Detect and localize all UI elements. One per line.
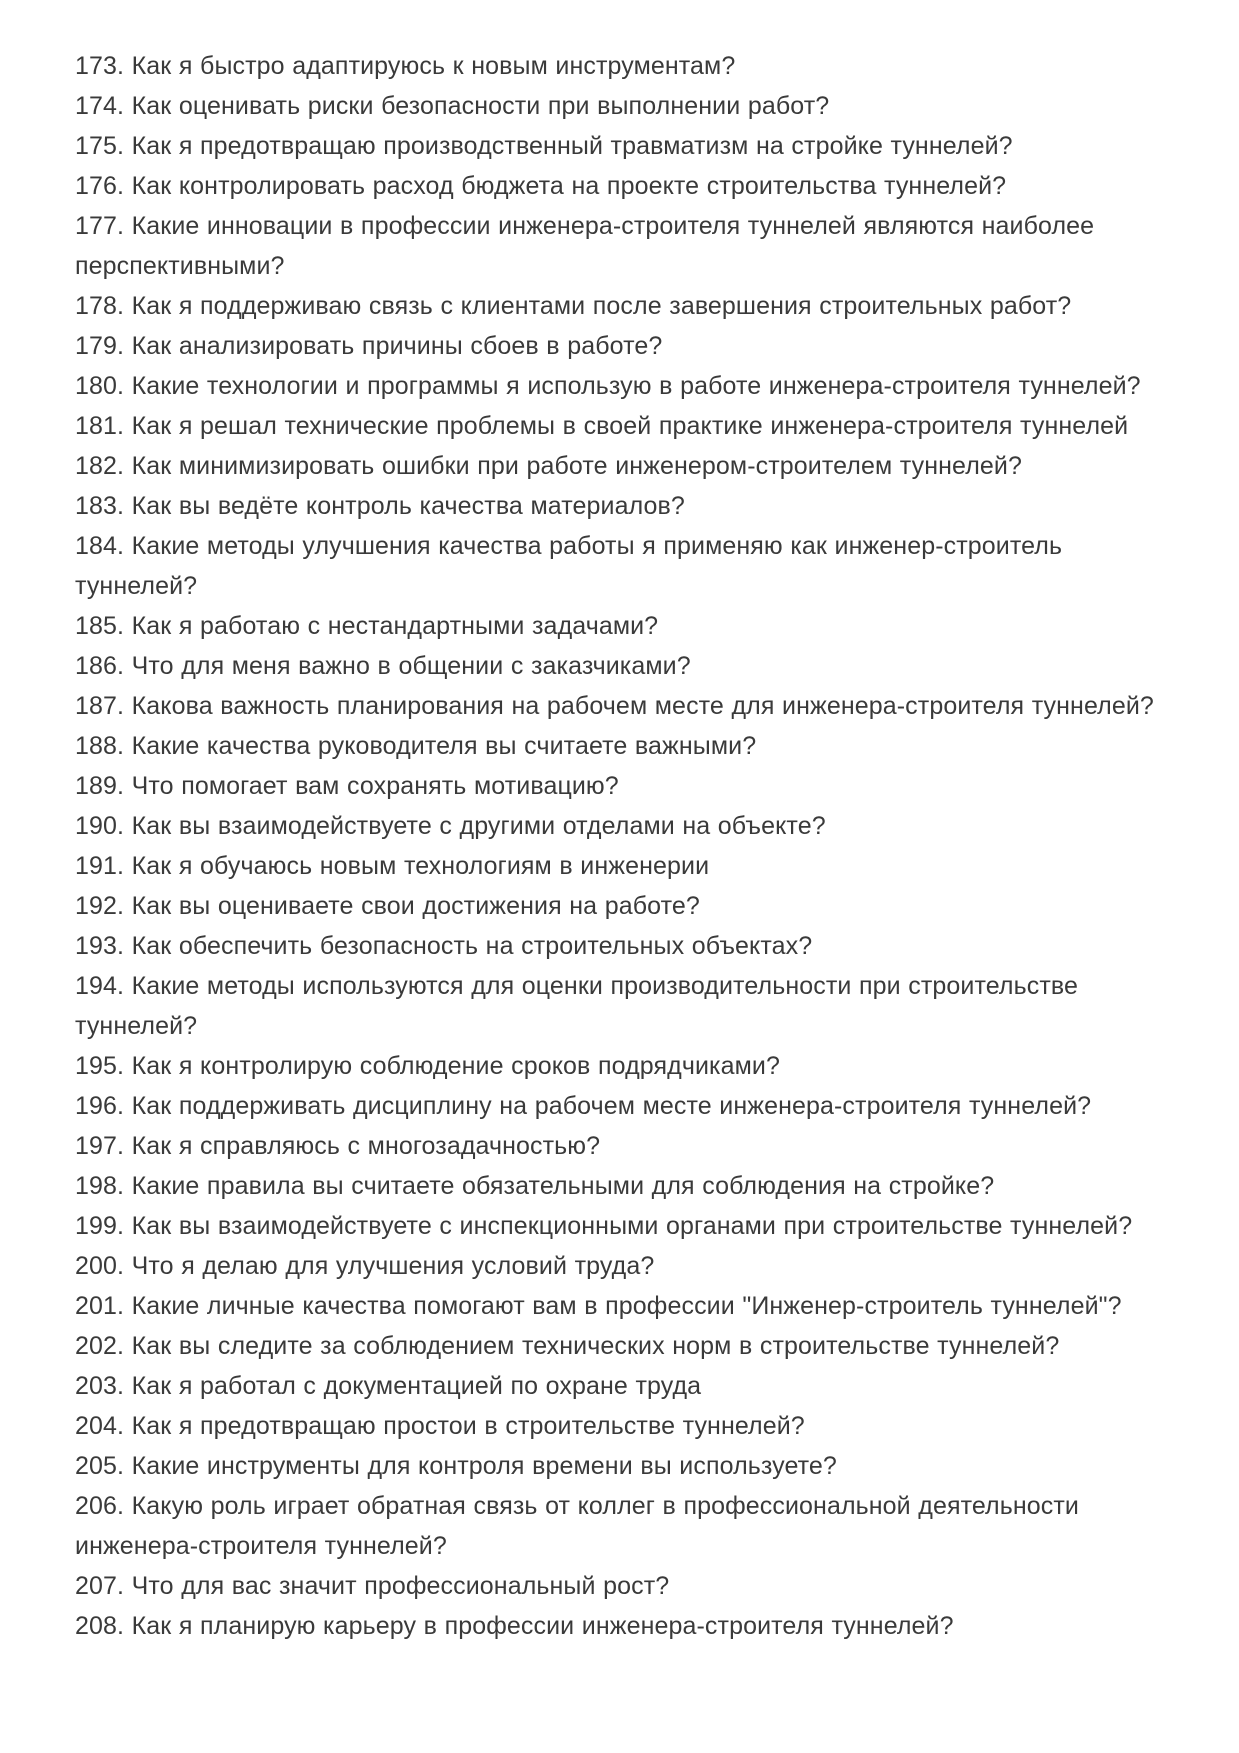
- item-text: Какие инструменты для контроля времени вы используете?: [131, 1452, 837, 1480]
- item-number: 191.: [75, 852, 125, 880]
- list-item: [75, 366, 1171, 406]
- item-text: Какие личные качества помогают вам в профессии "Инженер-строитель туннелей"?: [131, 1292, 1122, 1320]
- list-item: [75, 606, 1171, 646]
- item-text: Какие инновации в профессии инженера-строителя туннелей являются наиболее перспективными?: [75, 212, 1095, 280]
- item-number: 194.: [75, 972, 125, 1000]
- list-item: [75, 1286, 1171, 1326]
- list-item: [75, 526, 1171, 606]
- item-number: 208.: [75, 1612, 125, 1640]
- item-text: Как поддерживать дисциплину на рабочем месте инженера-строителя туннелей?: [131, 1092, 1092, 1120]
- list-item: [75, 926, 1171, 966]
- list-item: [75, 1486, 1171, 1566]
- list-item: [75, 766, 1171, 806]
- item-text: Как анализировать причины сбоев в работе?: [131, 332, 663, 360]
- list-item: [75, 1206, 1171, 1246]
- item-number: 207.: [75, 1572, 125, 1600]
- list-item: [75, 806, 1171, 846]
- item-text: Какие методы используются для оценки производительности при строительстве туннелей?: [75, 972, 1078, 1040]
- item-number: 199.: [75, 1212, 125, 1240]
- item-number: 187.: [75, 692, 125, 720]
- item-text: Как обеспечить безопасность на строительных объектах?: [131, 932, 813, 960]
- item-number: 193.: [75, 932, 125, 960]
- list-item: [75, 966, 1171, 1046]
- list-item: [75, 1606, 1171, 1646]
- item-number: 176.: [75, 172, 125, 200]
- list-item: [75, 646, 1171, 686]
- item-text: Что для вас значит профессиональный рост?: [131, 1572, 670, 1600]
- list-item: [75, 1046, 1171, 1086]
- list-item: [75, 686, 1171, 726]
- list-item: [75, 46, 1171, 86]
- item-text: Как я быстро адаптируюсь к новым инструментам?: [131, 52, 736, 80]
- list-item: [75, 86, 1171, 126]
- list-item: [75, 166, 1171, 206]
- item-number: 190.: [75, 812, 125, 840]
- item-text: Как я предотвращаю производственный травматизм на стройке туннелей?: [131, 132, 1013, 160]
- item-number: 206.: [75, 1492, 125, 1520]
- item-number: 185.: [75, 612, 125, 640]
- item-number: 198.: [75, 1172, 125, 1200]
- question-list: [75, 46, 1171, 1646]
- item-number: 192.: [75, 892, 125, 920]
- list-item: [75, 1566, 1171, 1606]
- item-number: 196.: [75, 1092, 125, 1120]
- list-item: [75, 726, 1171, 766]
- list-item: [75, 406, 1171, 446]
- item-number: 173.: [75, 52, 125, 80]
- item-number: 177.: [75, 212, 125, 240]
- list-item: [75, 206, 1171, 286]
- item-text: Как минимизировать ошибки при работе инженером-строителем туннелей?: [131, 452, 1022, 480]
- item-text: Какие методы улучшения качества работы я применяю как инженер-строитель туннелей?: [75, 532, 1063, 600]
- list-item: [75, 1126, 1171, 1166]
- item-text: Как я контролирую соблюдение сроков подрядчиками?: [131, 1052, 780, 1080]
- item-number: 183.: [75, 492, 125, 520]
- list-item: [75, 1166, 1171, 1206]
- item-text: Как контролировать расход бюджета на проекте строительства туннелей?: [131, 172, 1007, 200]
- list-item: [75, 1326, 1171, 1366]
- item-number: 174.: [75, 92, 125, 120]
- item-text: Какие технологии и программы я использую в работе инженера-строителя туннелей?: [131, 372, 1141, 400]
- list-item: [75, 326, 1171, 366]
- list-item: [75, 486, 1171, 526]
- item-number: 178.: [75, 292, 125, 320]
- item-text: Как вы ведёте контроль качества материалов?: [131, 492, 685, 520]
- list-item: [75, 126, 1171, 166]
- item-number: 175.: [75, 132, 125, 160]
- item-number: 202.: [75, 1332, 125, 1360]
- item-text: Какие правила вы считаете обязательными для соблюдения на стройке?: [131, 1172, 995, 1200]
- item-text: Как вы взаимодействуете с другими отделами на объекте?: [131, 812, 826, 840]
- item-number: 182.: [75, 452, 125, 480]
- item-text: Что я делаю для улучшения условий труда?: [131, 1252, 655, 1280]
- item-number: 197.: [75, 1132, 125, 1160]
- item-number: 179.: [75, 332, 125, 360]
- list-item: [75, 1446, 1171, 1486]
- item-text: Какую роль играет обратная связь от коллег в профессиональной деятельности инженера-строителя туннелей?: [75, 1492, 1079, 1560]
- item-text: Как я работаю с нестандартными задачами?: [131, 612, 659, 640]
- item-text: Как я справляюсь с многозадачностью?: [131, 1132, 601, 1160]
- item-number: 180.: [75, 372, 125, 400]
- list-item: [75, 1366, 1171, 1406]
- item-number: 195.: [75, 1052, 125, 1080]
- item-number: 186.: [75, 652, 125, 680]
- item-text: Как вы оцениваете свои достижения на работе?: [131, 892, 700, 920]
- list-item: [75, 1246, 1171, 1286]
- list-item: [75, 1406, 1171, 1446]
- item-text: Как я работал с документацией по охране труда: [131, 1372, 702, 1400]
- list-item: [75, 446, 1171, 486]
- list-item: [75, 1086, 1171, 1126]
- item-text: Как вы следите за соблюдением технических норм в строительстве туннелей?: [131, 1332, 1060, 1360]
- item-text: Как оценивать риски безопасности при выполнении работ?: [131, 92, 830, 120]
- item-text: Какие качества руководителя вы считаете важными?: [131, 732, 757, 760]
- item-number: 201.: [75, 1292, 125, 1320]
- item-text: Как я поддерживаю связь с клиентами после завершения строительных работ?: [131, 292, 1072, 320]
- item-number: 189.: [75, 772, 125, 800]
- item-text: Что помогает вам сохранять мотивацию?: [131, 772, 619, 800]
- item-text: Как вы взаимодействуете с инспекционными органами при строительстве туннелей?: [131, 1212, 1133, 1240]
- item-text: Как я решал технические проблемы в своей практике инженера-строителя туннелей: [131, 412, 1129, 440]
- item-number: 203.: [75, 1372, 125, 1400]
- list-item: [75, 286, 1171, 326]
- item-text: Как я обучаюсь новым технологиям в инженерии: [131, 852, 710, 880]
- item-number: 205.: [75, 1452, 125, 1480]
- item-text: Как я планирую карьеру в профессии инженера-строителя туннелей?: [131, 1612, 954, 1640]
- item-number: 204.: [75, 1412, 125, 1440]
- list-item: [75, 886, 1171, 926]
- item-number: 184.: [75, 532, 125, 560]
- item-number: 188.: [75, 732, 125, 760]
- item-number: 200.: [75, 1252, 125, 1280]
- list-item: [75, 846, 1171, 886]
- item-number: 181.: [75, 412, 125, 440]
- item-text: Какова важность планирования на рабочем месте для инженера-строителя туннелей?: [131, 692, 1154, 720]
- item-text: Что для меня важно в общении с заказчиками?: [131, 652, 691, 680]
- item-text: Как я предотвращаю простои в строительстве туннелей?: [131, 1412, 805, 1440]
